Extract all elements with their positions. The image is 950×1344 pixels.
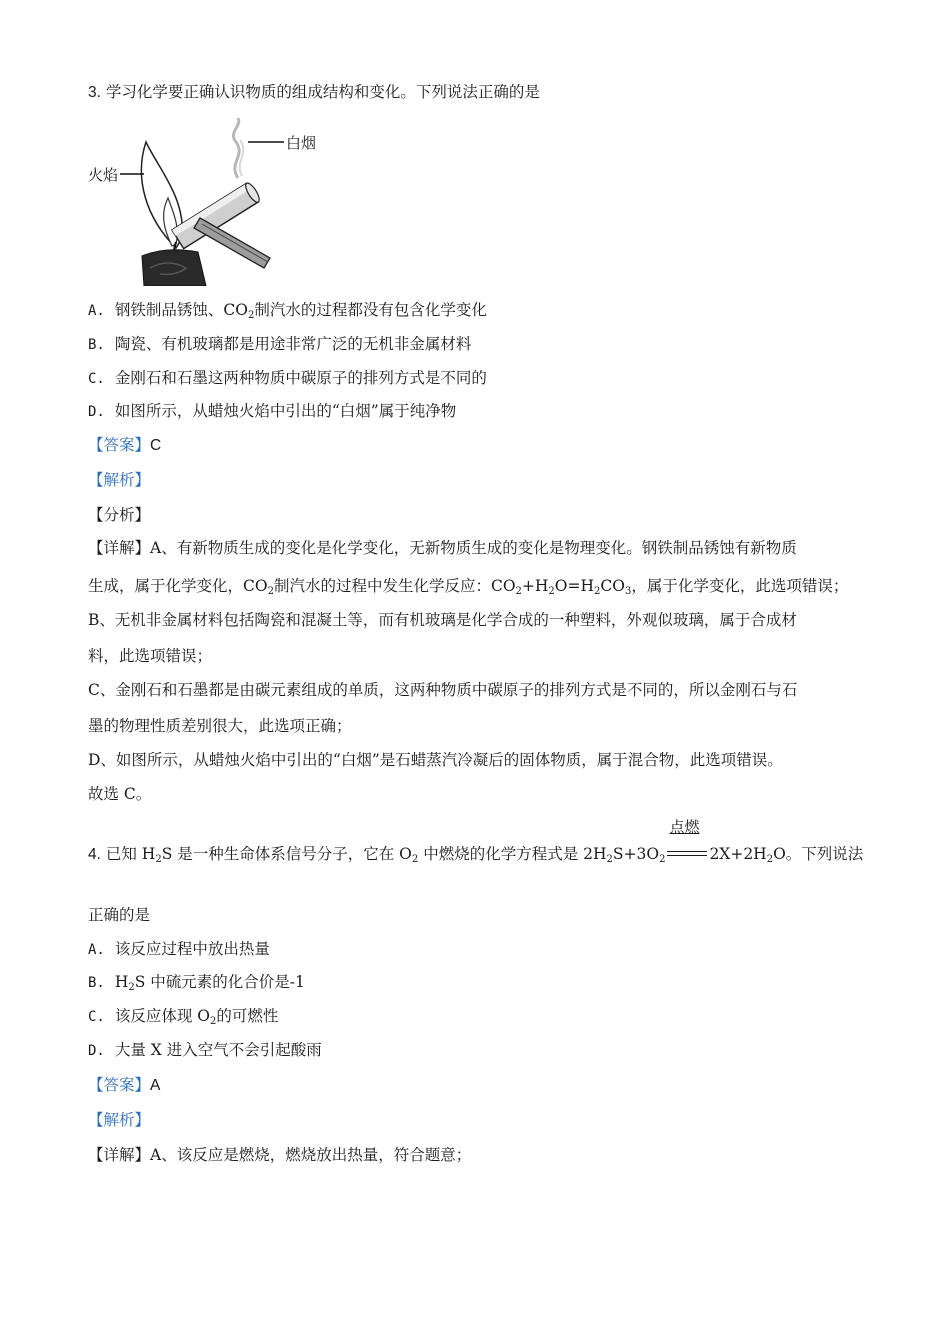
q3-number: 3. <box>88 84 101 101</box>
q3-detail-b2: 料，此选项错误； <box>88 647 213 665</box>
q4-stem <box>88 818 864 865</box>
stem-text: O。下列说法 <box>773 845 864 863</box>
q3-option-c <box>88 368 487 389</box>
q3-option-b <box>88 334 471 355</box>
q3-conclusion: 故选 C。 <box>88 785 152 803</box>
answer-value: A <box>150 1077 161 1094</box>
q3-option-a <box>88 300 487 321</box>
option-letter: B. <box>88 337 105 353</box>
q3-detail-c1: C、金刚石和石墨都是由碳元素组成的单质，这两种物质中碳原子的排列方式是不同的，所以金刚石与石 <box>88 681 798 699</box>
q3-answer <box>88 435 161 456</box>
q4-detail-a <box>88 1145 471 1165</box>
subscript: 2 <box>247 310 255 321</box>
option-text: 该反应体现 O <box>114 1007 210 1025</box>
subscript: 2 <box>606 854 613 865</box>
stem-text: 中燃烧的化学方程式是 2H <box>418 845 607 863</box>
q4-option-d <box>88 1040 322 1061</box>
option-letter: A. <box>88 303 105 319</box>
option-text: 钢铁制品锈蚀、CO <box>114 301 248 319</box>
option-text: 陶瓷、有机玻璃都是用途非常广泛的无机非金属材料 <box>114 335 472 353</box>
answer-tag: 【答案】 <box>88 1076 151 1094</box>
subscript: 2 <box>128 982 135 993</box>
stem-text: S 是一种生命体系信号分子，它在 O <box>161 845 412 863</box>
option-text: 如图所示，从蜡烛火焰中引出的“白烟”属于纯净物 <box>114 402 457 420</box>
option-letter: D. <box>88 404 105 420</box>
subscript: 3 <box>624 586 632 597</box>
detail-text: 生成，属于化学变化，CO <box>88 577 268 595</box>
q3-detail-c2: 墨的物理性质差别很大，此选项正确； <box>88 717 352 735</box>
q3-detail-a1 <box>88 538 797 558</box>
q3-detail-d: D、如图所示，从蜡烛火焰中引出的“白烟”是石蜡蒸汽冷凝后的固体物质，属于混合物，此选项错误。 <box>88 751 783 769</box>
subscript: 2 <box>766 854 774 865</box>
option-text: 该反应过程中放出热量 <box>114 940 270 958</box>
q3-detail-b1: B、无机非金属材料包括陶瓷和混凝土等，而有机玻璃是化学合成的一种塑料，外观似玻璃，属于合成材 <box>88 611 797 629</box>
q4-number: 4. <box>88 846 101 863</box>
answer-value: C <box>150 437 162 454</box>
q4-stem-line2: 正确的是 <box>88 906 151 924</box>
q3-option-d <box>88 401 456 422</box>
q4-answer <box>88 1075 160 1096</box>
q3-detail-a2 <box>88 576 848 596</box>
subscript: 2 <box>659 854 666 865</box>
subscript: 2 <box>548 586 555 597</box>
detail-text: A、该反应是燃烧，燃烧放出热量，符合题意； <box>150 1146 472 1164</box>
option-letter: C. <box>88 371 105 387</box>
stem-text: 2X+2H <box>709 845 767 863</box>
option-letter: C. <box>88 1009 105 1025</box>
subscript: 2 <box>411 854 419 865</box>
stem-text: S+3O <box>612 845 660 863</box>
option-letter: B. <box>88 975 105 991</box>
detail-text: 制汽水的过程中发生化学反应：CO <box>273 577 516 595</box>
option-text: 的可燃性 <box>216 1007 279 1025</box>
detail-text: ，属于化学变化，此选项错误； <box>631 577 849 595</box>
option-text: 金刚石和石墨这两种物质中碳原子的排列方式是不同的 <box>114 369 487 387</box>
option-text: S 中硫元素的化合价是-1 <box>134 973 305 991</box>
q3-analysis-tag: 【解析】 <box>88 471 151 489</box>
option-letter: A. <box>88 942 105 958</box>
detail-text: CO <box>600 577 625 595</box>
q4-option-b <box>88 972 305 993</box>
q4-option-c <box>88 1006 278 1027</box>
q3-stem-text: 学习化学要正确认识物质的组成结构和变化。下列说法正确的是 <box>105 83 540 101</box>
option-letter: D. <box>88 1043 105 1059</box>
subscript: 2 <box>515 586 522 597</box>
detail-text: O=H <box>554 577 595 595</box>
option-text: 制汽水的过程都没有包含化学变化 <box>254 301 487 319</box>
detail-text: +H <box>521 577 549 595</box>
q4-option-a <box>88 939 270 960</box>
q4-analysis-tag: 【解析】 <box>88 1111 151 1129</box>
detail-text: A、有新物质生成的变化是化学变化，无新物质生成的变化是物理变化。钢铁制品锈蚀有新物质 <box>150 539 797 557</box>
q3-fenxi-tag: 【分析】 <box>88 506 151 524</box>
answer-tag: 【答案】 <box>88 436 151 454</box>
reaction-condition-sign <box>665 818 709 863</box>
smoke-label: 白烟 <box>286 134 317 152</box>
subscript: 2 <box>594 586 601 597</box>
q3-stem <box>88 82 540 103</box>
subscript: 2 <box>155 854 162 865</box>
option-text: 大量 X 进入空气不会引起酸雨 <box>114 1041 322 1059</box>
detail-tag: 【详解】 <box>88 539 151 557</box>
stem-text: 已知 H <box>105 845 156 863</box>
detail-tag: 【详解】 <box>88 1146 151 1164</box>
reaction-condition: 点燃 <box>669 818 700 836</box>
subscript: 2 <box>210 1016 217 1027</box>
candle-figure <box>88 118 328 286</box>
option-text: H <box>114 973 129 991</box>
flame-label: 火焰 <box>88 166 119 184</box>
subscript: 2 <box>267 586 274 597</box>
